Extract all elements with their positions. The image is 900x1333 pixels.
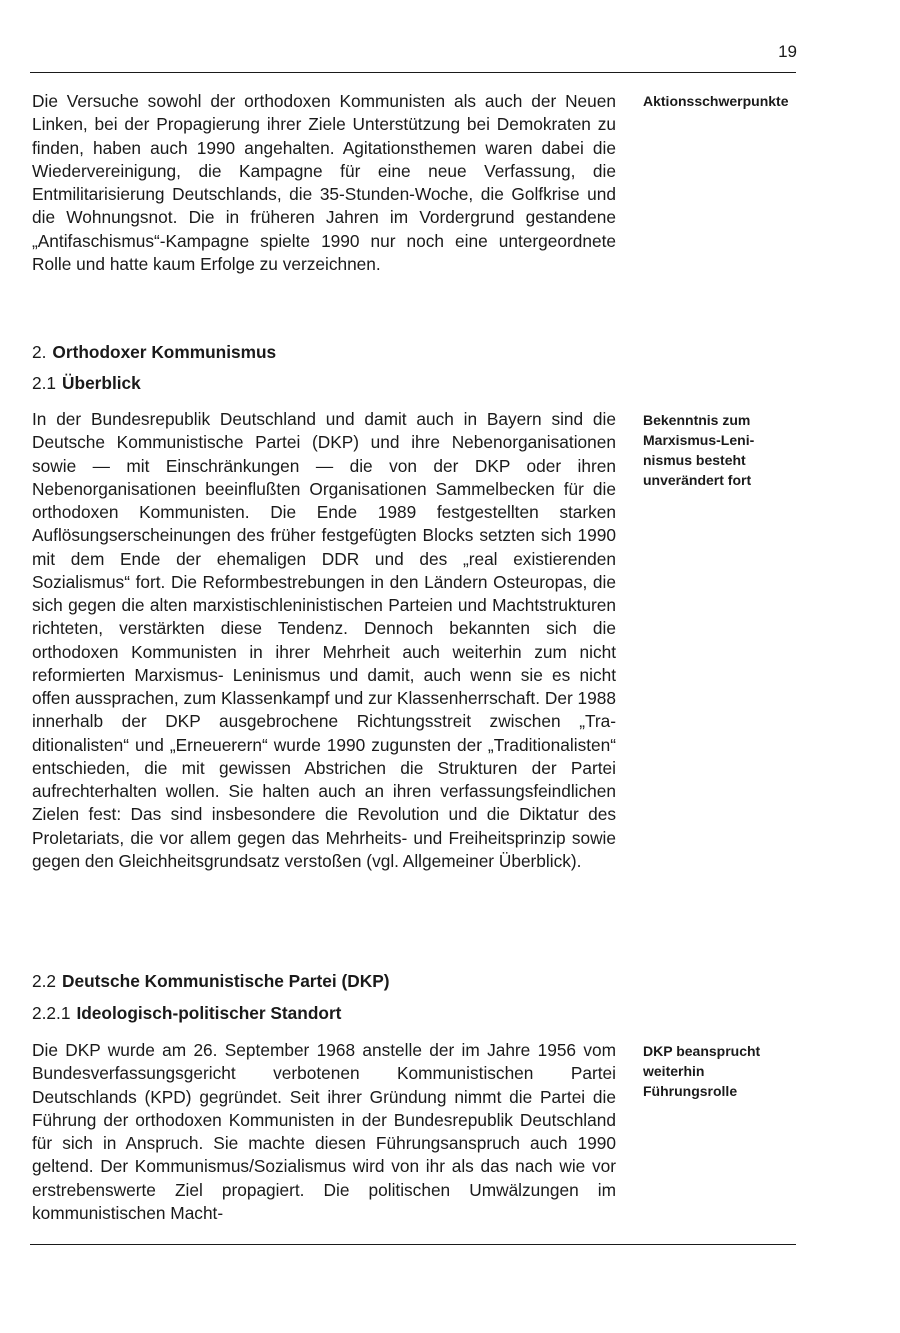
section-title: Ideologisch-politischer Standort bbox=[76, 1003, 342, 1023]
margin-note-aktionsschwerpunkte: Aktionsschwerpunkte bbox=[643, 93, 789, 109]
section-title: Deutsche Kommunistische Partei (DKP) bbox=[62, 971, 390, 991]
section-heading-2 bbox=[32, 341, 276, 363]
footer-rule bbox=[30, 1244, 796, 1245]
section-heading-2-1 bbox=[32, 372, 141, 394]
section-number: 2.1 bbox=[32, 373, 57, 393]
section-number: 2.2 bbox=[32, 971, 57, 991]
paragraph-agitation: Die Versuche sowohl der orthodoxen Kommunisten als auch der Neuen Linken, bei der Propagierung ihrer Ziele Unterstützung bei Demokraten zu finden, haben auch 1990 angehalten. Agitationsthemen waren dabei die Wiedervereinigung, die Kampagne für eine neue Verfassung, die Entmilitarisierung Deutschlands, die 35-Stunden-Woche, die Golfkrise und die Wohnungsnot. Die in früheren Jahren im Vordergrund gestandene „Antifaschismus“-Kampagne spielte 1990 nur noch eine untergeordnete Rolle und hatte kaum Erfolge zu verzeichnen. bbox=[32, 91, 616, 274]
section-number: 2. bbox=[32, 342, 47, 362]
paragraph-dkp-standort: Die DKP wurde am 26. September 1968 anstelle der im Jahre 1956 vom Bundesverfassungsgericht verbotenen Kommunistischen Partei Deutschlands (KPD) gegründet. Seit ihrer Gründung nimmt die Partei die Führung der orthodoxen Kommunisten in der Bundesrepublik Deutschland für sich in Anspruch. Sie machte diesen Führungsanspruch auch 1990 geltend. Der Kommunismus/Sozialismus wird von ihr als das nach wie vor erstrebenswerte Ziel propagiert. Die politischen Umwälzungen im kommunistischen Macht- bbox=[32, 1040, 616, 1223]
margin-note-bekenntnis: Bekenntnis zum Marxismus-Leninismus besteht unverändert fort bbox=[643, 412, 755, 488]
section-title: Überblick bbox=[62, 373, 141, 393]
section-heading-2-2 bbox=[32, 970, 390, 992]
section-title: Orthodoxer Kommunismus bbox=[52, 342, 277, 362]
paragraph-ueberblick: In der Bundesrepublik Deutschland und damit auch in Bayern sind die Deutsche Kommunistische Partei (DKP) und ihre Nebenorganisationen sowie — mit Einschränkungen — die von der DKP oder ihren Nebenorganisationen beeinflußten Organisationen Sammelbecken für die orthodoxen Kommunisten. Die Ende 1989 festgestellten starken Auflösungserscheinungen des früher festgefügten Blocks setzten sich 1990 mit dem Ende der ehemaligen DDR und des „real existierenden Sozialismus“ fort. Die Reformbestrebungen in den Ländern Osteuropas, die sich gegen die alten marxistischleninistischen Parteien und Machtstrukturen richteten, verstärkten diese Tendenz. Dennoch bekannten sich die orthodoxen Kommunisten in ihrer Mehrheit auch weiterhin zum nicht reformierten Marxismus- Leninismus und damit, auch wenn sie es nicht offen aussprachen, zum Klassenkampf und zur Klassenherrschaft. Der 1988 innerhalb der DKP ausgebrochene Richtungsstreit zwischen „Traditionalisten“ und „Erneuerern“ wurde 1990 zugunsten der „Traditionalisten“ entschieden, die mit gewissen Abstrichen die Strukturen der Partei aufrechterhalten wollen. Sie halten auch an ihren verfassungsfeindlichen Zielen fest: Das sind insbesondere die Revolution und die Diktatur des Proletariats, die vor allem gegen das Mehrheits- und Freiheitsprinzip sowie gegen den Gleichheitsgrundsatz verstoßen (vgl. Allgemeiner Überblick). bbox=[32, 409, 616, 871]
header-rule bbox=[30, 72, 796, 73]
page-number: 19 bbox=[778, 42, 797, 61]
section-heading-2-2-1 bbox=[32, 1002, 341, 1024]
margin-note-fuehrungsrolle: DKP beansprucht weiterhin Führungsrolle bbox=[643, 1043, 761, 1099]
section-number: 2.2.1 bbox=[32, 1003, 71, 1023]
